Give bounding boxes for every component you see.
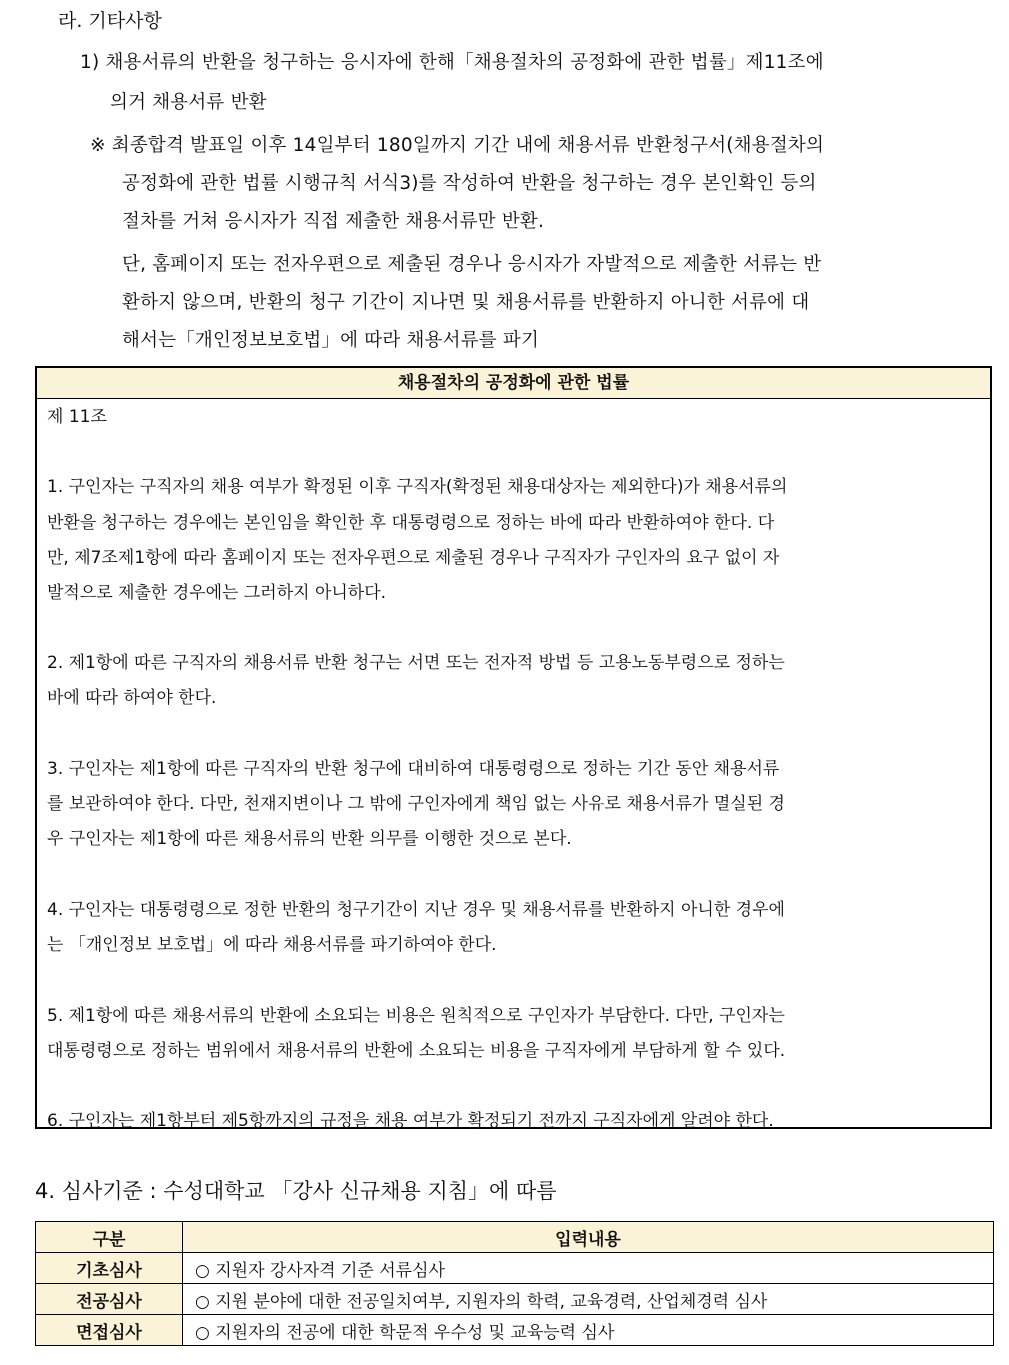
law-para4-line2: 는 「개인정보 보호법」에 따라 채용서류를 파기하여야 한다. [47,935,497,955]
row-content: ○ 지원자 강사자격 기준 서류심사 [183,1253,994,1284]
item1-line1: 1) 채용서류의 반환을 청구하는 응시자에 한해「채용절차의 공정화에 관한 법률」제11조에 [80,52,824,73]
law-para5-line1: 5. 제1항에 따른 채용서류의 반환에 소요되는 비용은 원칙적으로 구인자가 부담한다. 다만, 구인자는 [47,1006,785,1026]
table-row [36,1284,994,1315]
note2-line1: 단, 홈페이지 또는 전자우편으로 제출된 경우나 응시자가 자발적으로 제출한 서류는 반 [122,254,822,275]
law-para5-line2: 대통령령으로 정하는 범위에서 채용서류의 반환에 소요되는 비용을 구직자에게 부담하게 할 수 있다. [47,1041,786,1061]
law-para1-line1: 1. 구인자는 구직자의 채용 여부가 확정된 이후 구직자(확정된 채용대상자는 제외한다)가 채용서류의 [47,477,788,497]
law-para4-line1: 4. 구인자는 대통령령으로 정한 반환의 청구기간이 지난 경우 및 채용서류를 반환하지 아니한 경우에 [47,900,785,920]
law-para3-line2: 를 보관하여야 한다. 다만, 천재지변이나 그 밖에 구인자에게 책임 없는 사유로 채용서류가 멸실된 경 [47,794,785,814]
header-content: 입력내용 [183,1222,994,1253]
section4-heading: 4. 심사기준 : 수성대학교 「강사 신규채용 지침」에 따름 [35,1179,557,1203]
table-row [36,1315,994,1346]
law-para1-line4: 발적으로 제출한 경우에는 그러하지 아니하다. [47,583,387,603]
law-para3-line3: 우 구인자는 제1항에 따른 채용서류의 반환 의무를 이행한 것으로 본다. [47,829,572,849]
row-label: 기초심사 [36,1253,183,1284]
note-line3: 절차를 거쳐 응시자가 직접 제출한 채용서류만 반환. [122,211,545,232]
note-line2: 공정화에 관한 법률 시행규칙 서식3)를 작성하여 반환을 청구하는 경우 본인확인 등의 [122,173,817,194]
criteria-table-header [36,1222,994,1253]
note2-line3: 해서는「개인정보보호법」에 따라 채용서류를 파기 [122,330,540,351]
law-para1-line3: 만, 제7조제1항에 따라 홈페이지 또는 전자우편으로 제출된 경우나 구직자가 구인자의 요구 없이 자 [47,548,780,568]
law-box-title: 채용절차의 공정화에 관한 법률 [37,368,990,399]
law-article-number: 제 11조 [47,407,107,427]
row-label: 면접심사 [36,1315,183,1346]
law-para2-line1: 2. 제1항에 따른 구직자의 채용서류 반환 청구는 서면 또는 전자적 방법 등 고용노동부령으로 정하는 [47,653,785,673]
item1-line2: 의거 채용서류 반환 [110,92,267,113]
law-para1-line2: 반환을 청구하는 경우에는 본인임을 확인한 후 대통령령으로 정하는 바에 따라 반환하여야 한다. 다 [47,513,775,533]
criteria-table [35,1221,994,1346]
section-ra-heading: 라. 기타사항 [58,10,162,32]
row-content: ○ 지원 분야에 대한 전공일치여부, 지원자의 학력, 교육경력, 산업체경력 심사 [183,1284,994,1315]
table-row [36,1253,994,1284]
law-para6-line1: 6. 구인자는 제1항부터 제5항까지의 규정을 채용 여부가 확정되기 전까지 구직자에게 알려야 한다. [47,1111,774,1131]
note-line1: ※ 최종합격 발표일 이후 14일부터 180일까지 기간 내에 채용서류 반환청구서(채용절차의 [90,135,825,156]
header-category: 구분 [36,1222,183,1253]
law-para3-line1: 3. 구인자는 제1항에 따른 구직자의 반환 청구에 대비하여 대통령령으로 정하는 기간 동안 채용서류 [47,759,780,779]
law-para2-line2: 바에 따라 하여야 한다. [47,688,217,708]
row-label: 전공심사 [36,1284,183,1315]
note2-line2: 환하지 않으며, 반환의 청구 기간이 지나면 및 채용서류를 반환하지 아니한 서류에 대 [122,292,810,313]
law-excerpt-box [35,366,992,1129]
row-content: ○ 지원자의 전공에 대한 학문적 우수성 및 교육능력 심사 [183,1315,994,1346]
